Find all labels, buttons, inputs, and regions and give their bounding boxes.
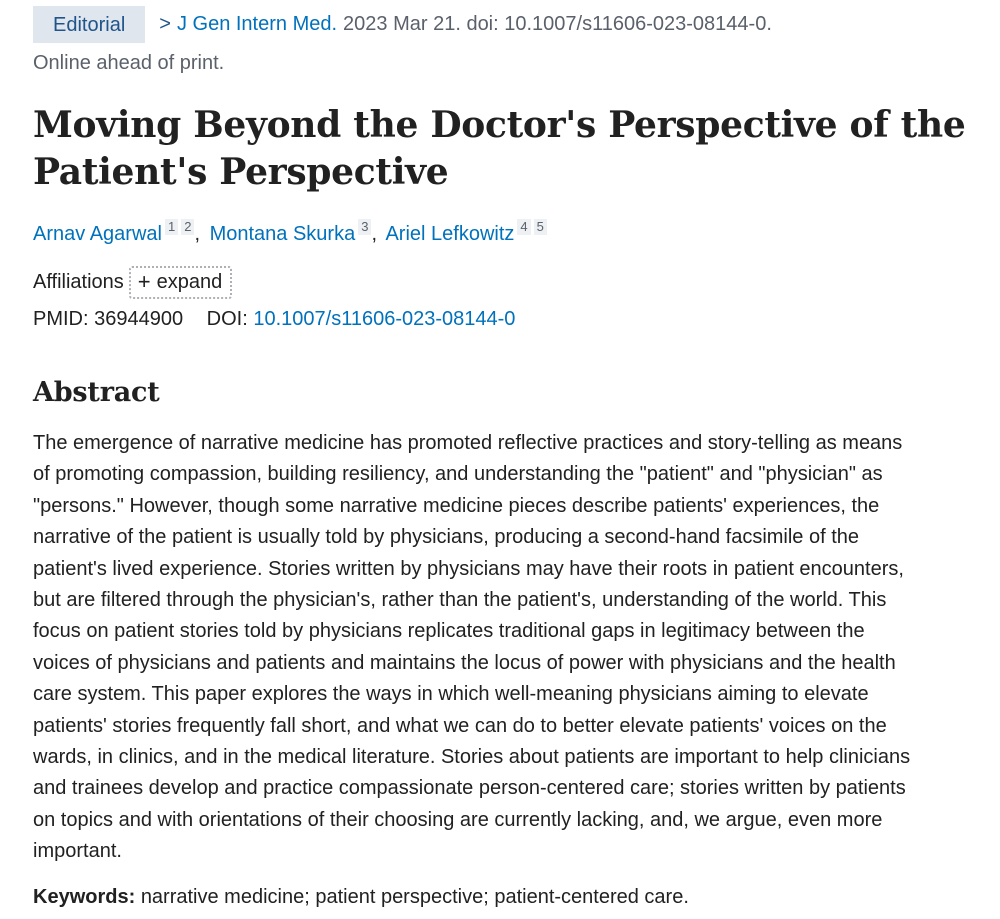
expand-label: expand [156,271,223,293]
doi-link[interactable]: 10.1007/s11606-023-08144-0 [253,308,516,330]
title-line: Patient's Perspective [33,151,449,193]
affiliation-ref[interactable]: 4 [517,219,530,235]
affiliation-ref[interactable]: 1 [165,219,178,235]
doi-label: DOI: [206,308,248,330]
author-link[interactable]: Ariel Lefkowitz [385,223,515,245]
abstract-line: of promoting compassion, building resiliency, and understanding the "patient" and "physician" as [33,463,883,486]
citation-line [33,6,772,42]
identifiers-row [33,306,515,332]
affiliation-ref[interactable]: 2 [181,219,194,235]
journal-link[interactable]: J Gen Intern Med. [176,12,338,35]
citation-date-doi: 2023 Mar 21. doi: 10.1007/s11606-023-08144-0. [343,12,772,35]
expand-affiliations-button[interactable] [129,266,232,299]
affiliations-label: Affiliations [33,271,124,293]
chevron-right-icon[interactable]: > [159,12,171,35]
abstract-line: and trainees develop and practice compassionate person-centered care; stories written by patients [33,777,906,800]
abstract-line: wards, in clinics, and in the medical literature. Stories about patients are important to help clinicians [33,746,911,769]
author-list [33,218,547,250]
abstract-line: "persons." However, though some narrative medicine pieces describe patients' experiences, the [33,494,880,517]
author-link[interactable]: Montana Skurka [209,223,356,245]
pmid-value: 36944900 [94,308,184,330]
abstract-text [33,428,983,868]
pmid-label: PMID: [33,308,89,330]
author-separator: , [194,223,200,245]
publication-type-badge: Editorial [33,6,145,43]
article-title [33,102,973,196]
abstract-line: on topics and with orientations of their choosing are currently lacking, and, we argue, even more [33,808,883,831]
abstract-line: but are filtered through the physician's, rather than the patient's, understanding of the world. This [33,589,887,612]
affiliation-ref[interactable]: 3 [358,219,371,235]
affiliation-ref[interactable]: 5 [534,219,547,235]
author-link[interactable]: Arnav Agarwal [33,223,162,245]
abstract-line: care system. This paper explores the ways in which well-meaning physicians aiming to elevate [33,683,869,706]
abstract-line: patient's lived experience. Stories written by physicians may have their roots in patient encounters, [33,557,904,580]
plus-icon: + [137,269,151,294]
abstract-heading: Abstract [33,377,160,408]
abstract-line: patients' stories frequently fall short, and what we can do to better elevate patients' voices on the [33,714,887,737]
keywords-row [33,883,689,911]
publication-status: Online ahead of print. [33,52,225,74]
abstract-line: The emergence of narrative medicine has promoted reflective practices and story-telling as means [33,432,903,454]
title-line: Moving Beyond the Doctor's Perspective of the [33,104,966,146]
keywords-label: Keywords: [33,886,136,908]
abstract-line: narrative of the patient is usually told by physicians, producing a second-hand facsimile of the [33,526,860,549]
abstract-line: voices of physicians and patients and maintains the locus of power with physicians and the health [33,651,896,674]
keywords-text: narrative medicine; patient perspective; patient-centered care. [140,886,689,908]
abstract-line: important. [33,840,122,863]
affiliations-row [33,266,232,299]
abstract-line: focus on patient stories told by physicians replicates traditional gaps in legitimacy between the [33,620,865,643]
author-separator: , [371,223,377,245]
